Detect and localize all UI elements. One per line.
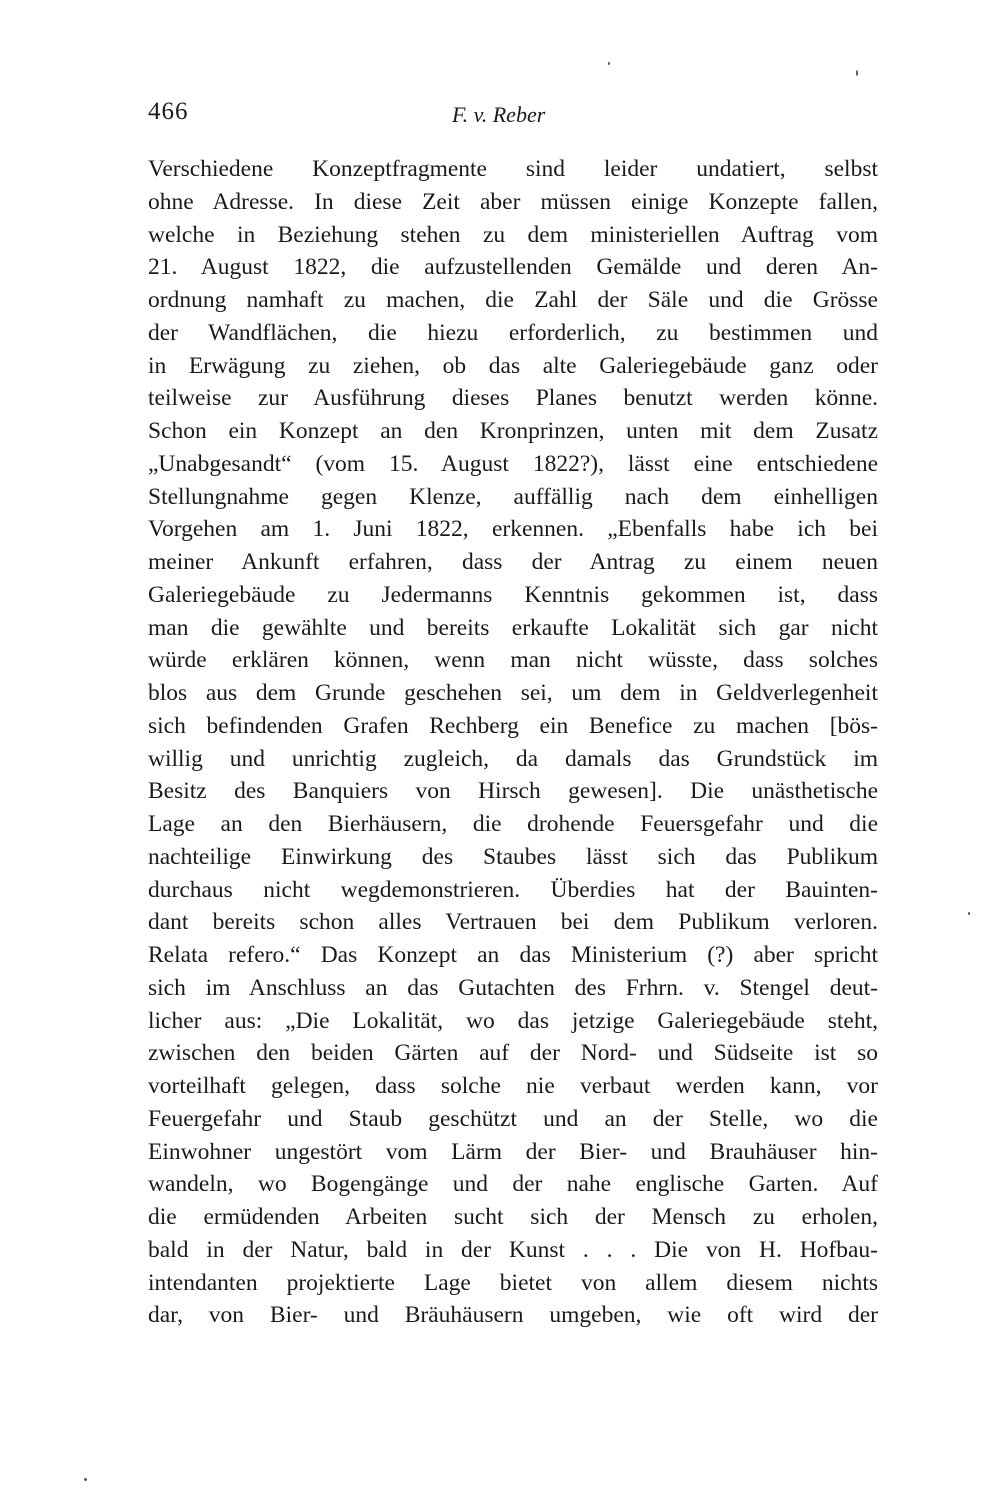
text-line: Stellungnahme gegen Klenze, auffällig nach dem einhelligen	[148, 483, 878, 510]
text-line: Feuergefahr und Staub geschützt und an der Stelle, wo die	[148, 1105, 878, 1132]
text-line: dar, von Bier- und Bräuhäusern umgeben, wie oft wird der	[148, 1302, 878, 1329]
text-line: sich befindenden Grafen Rechberg ein Benefice zu machen [bös-	[148, 712, 878, 739]
text-line: in Erwägung zu ziehen, ob das alte Galeriegebäude ganz oder	[148, 352, 878, 379]
text-line: licher aus: „Die Lokalität, wo das jetzige Galeriegebäude steht,	[148, 1007, 878, 1034]
page-number: 466	[148, 98, 189, 125]
text-line: dant bereits schon alles Vertrauen bei dem Publikum verloren.	[148, 909, 878, 936]
scan-speck	[856, 70, 858, 76]
text-line: 21. August 1822, die aufzustellenden Gemälde und deren An-	[148, 254, 878, 281]
text-line: durchaus nicht wegdemonstrieren. Überdies hat der Bauinten-	[148, 876, 878, 903]
text-line: man die gewählte und bereits erkaufte Lokalität sich gar nicht	[148, 614, 878, 641]
text-line: die ermüdenden Arbeiten sucht sich der Mensch zu erholen,	[148, 1204, 878, 1230]
text-line: der Wandflächen, die hiezu erforderlich, zu bestimmen und	[148, 319, 878, 346]
text-line: vorteilhaft gelegen, dass solche nie verbaut werden kann, vor	[148, 1073, 878, 1099]
text-line: sich im Anschluss an das Gutachten des Frhrn. v. Stengel deut-	[148, 974, 878, 1001]
text-line: zwischen den beiden Gärten auf der Nord- und Südseite ist so	[148, 1040, 878, 1067]
text-line: Galeriegebäude zu Jedermanns Kenntnis gekommen ist, dass	[148, 581, 878, 608]
text-line: blos aus dem Grunde geschehen sei, um dem in Geldverlegenheit	[148, 680, 878, 706]
text-line: ordnung namhaft zu machen, die Zahl der Säle und die Grösse	[148, 287, 878, 313]
scan-speck	[608, 62, 610, 65]
text-line: nachteilige Einwirkung des Staubes lässt sich das Publikum	[148, 843, 878, 870]
text-line: wandeln, wo Bogengänge und der nahe englische Garten. Auf	[148, 1171, 878, 1198]
text-line: Einwohner ungestört vom Lärm der Bier- und Brauhäuser hin-	[148, 1138, 878, 1165]
text-line: willig und unrichtig zugleich, da damals das Grundstück im	[148, 745, 878, 772]
text-line: Lage an den Bierhäusern, die drohende Feuersgefahr und die	[148, 811, 878, 837]
text-line: welche in Beziehung stehen zu dem ministeriellen Auftrag vom	[148, 221, 878, 248]
text-line: intendanten projektierte Lage bietet von allem diesem nichts	[148, 1269, 878, 1296]
page-header	[148, 98, 878, 138]
running-head: F. v. Reber	[452, 102, 546, 127]
text-line: meiner Ankunft erfahren, dass der Antrag zu einem neuen	[148, 549, 878, 575]
text-line: ohne Adresse. In diese Zeit aber müssen einige Konzepte fallen,	[148, 188, 878, 215]
text-line: Vorgehen am 1. Juni 1822, erkennen. „Ebenfalls habe ich bei	[148, 516, 878, 543]
scan-speck	[84, 1478, 87, 1481]
text-line: Besitz des Banquiers von Hirsch gewesen]. Die unästhetische	[148, 778, 878, 805]
text-line: würde erklären können, wenn man nicht wüsste, dass solches	[148, 647, 878, 674]
text-line: bald in der Natur, bald in der Kunst . . . Die von H. Hofbau-	[148, 1236, 878, 1263]
text-line: Relata refero.“ Das Konzept an das Ministerium (?) aber spricht	[148, 942, 878, 968]
scan-speck	[968, 912, 970, 915]
text-line: teilweise zur Ausführung dieses Planes benutzt werden könne.	[148, 385, 878, 412]
text-line: „Unabgesandt“ (vom 15. August 1822?), lässt eine entschiedene	[148, 450, 878, 477]
text-line: Schon ein Konzept an den Kronprinzen, unten mit dem Zusatz	[148, 418, 878, 444]
text-line: Verschiedene Konzeptfragmente sind leider undatiert, selbst	[148, 156, 878, 182]
body-text	[148, 153, 878, 1332]
